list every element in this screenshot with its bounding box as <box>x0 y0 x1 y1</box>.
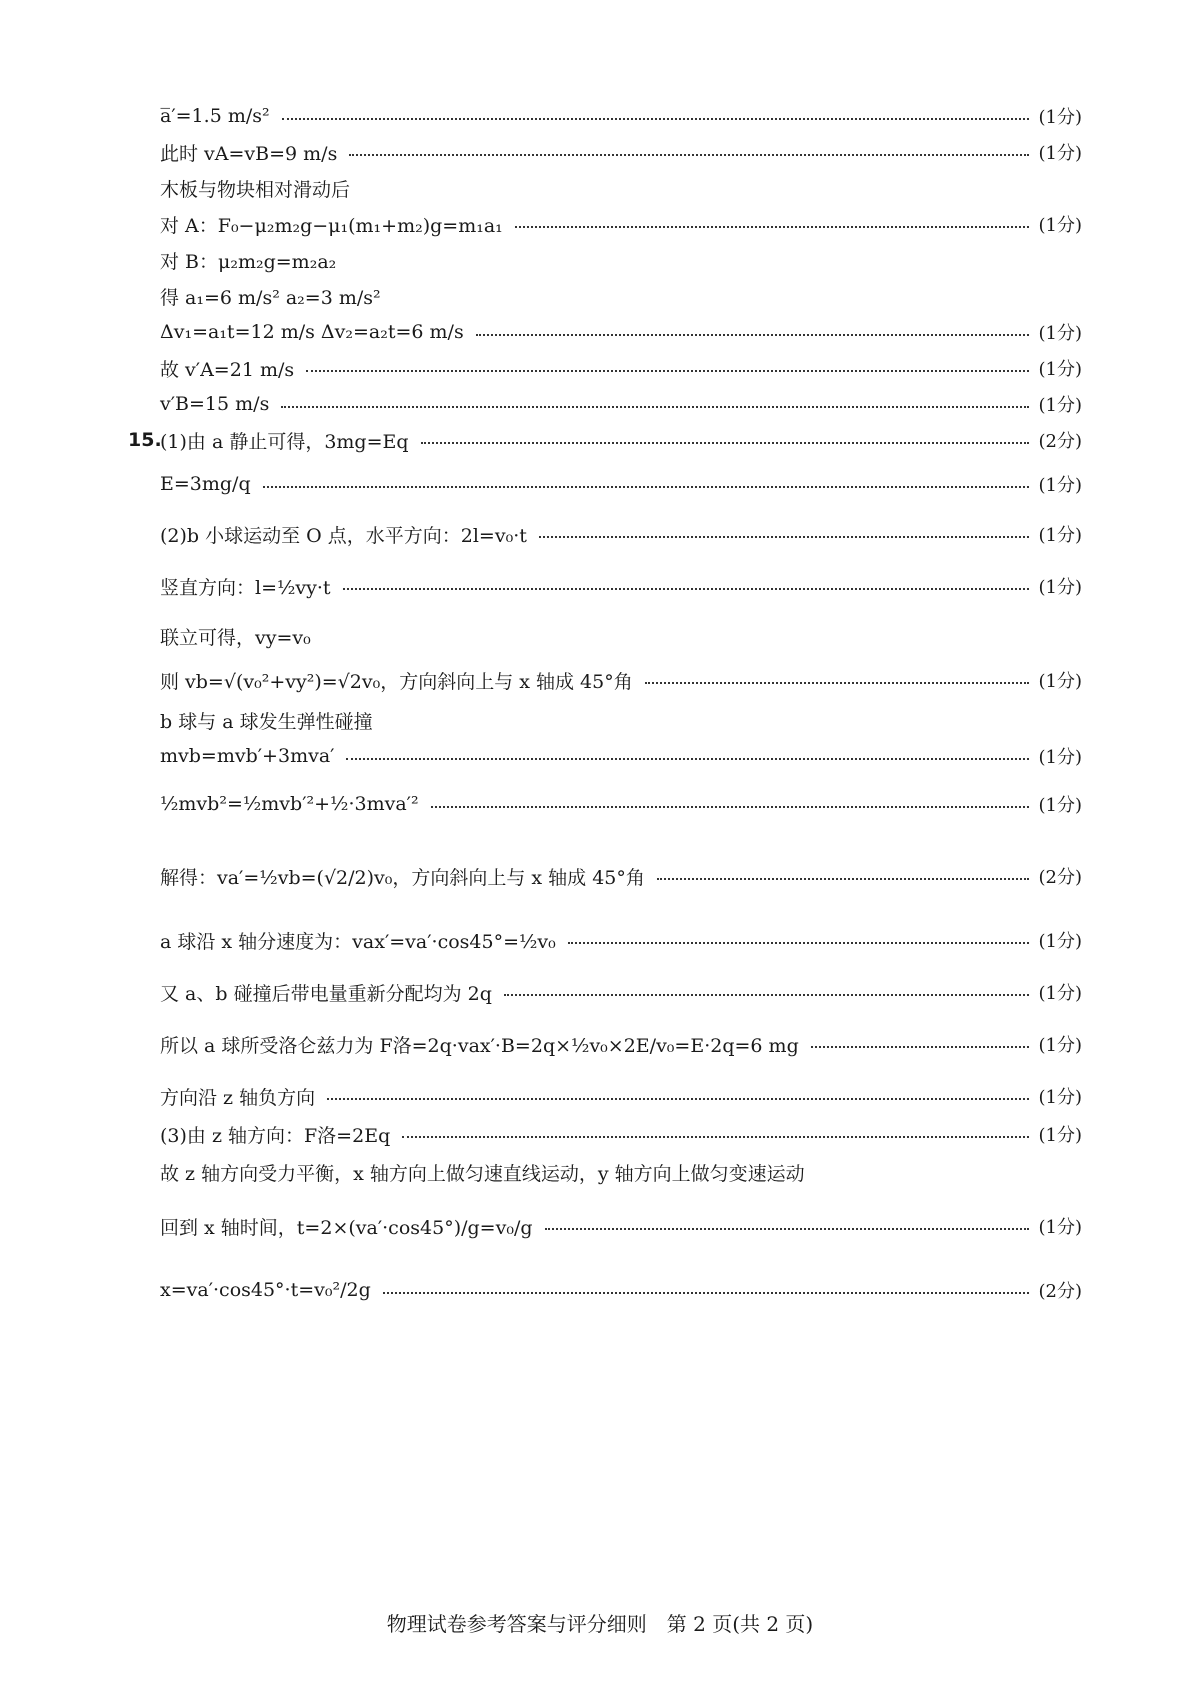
leader-dots <box>811 1046 1029 1048</box>
answer-line <box>160 464 1082 504</box>
score-label: (1分) <box>1038 1125 1082 1146</box>
leader-dots <box>539 536 1029 538</box>
answer-line <box>160 132 1082 172</box>
formula-text: (1)由 a 静止可得，3mg=Eq <box>160 430 409 453</box>
score-label: (1分) <box>1038 1087 1082 1108</box>
answer-line <box>160 1270 1082 1310</box>
answer-line <box>160 1206 1082 1246</box>
answer-line <box>160 660 1082 700</box>
answer-line <box>160 276 381 316</box>
score-label: (1分) <box>1038 671 1082 692</box>
score-label: (1分) <box>1038 143 1082 164</box>
answer-line <box>160 856 1082 896</box>
formula-text: 所以 a 球所受洛仑兹力为 F洛=2q·vax′·B=2q×½v₀×2E/v₀=E·2q=6 mg <box>160 1034 799 1057</box>
formula-text: 解得：va′=½vb=(√2/2)v₀，方向斜向上与 x 轴成 45°角 <box>160 866 645 889</box>
answer-line <box>160 1024 1082 1064</box>
question-number: 15. <box>128 429 162 451</box>
leader-dots <box>421 442 1029 444</box>
score-label: (1分) <box>1038 1217 1082 1238</box>
leader-dots <box>383 1292 1029 1294</box>
answer-line <box>128 420 1082 460</box>
formula-text: a̅′=1.5 m/s² <box>160 105 270 127</box>
formula-text: E=3mg/q <box>160 473 251 495</box>
formula-text: 对 A：F₀−μ₂m₂g−μ₁(m₁+m₂)g=m₁a₁ <box>160 214 503 237</box>
answer-line <box>160 384 1082 424</box>
score-label: (1分) <box>1038 931 1082 952</box>
formula-text: 方向沿 z 轴负方向 <box>160 1086 316 1109</box>
answer-line <box>160 920 1082 960</box>
score-label: (1分) <box>1038 525 1082 546</box>
formula-text: v′B=15 m/s <box>160 393 270 415</box>
score-label: (1分) <box>1038 395 1082 416</box>
formula-text: x=va′·cos45°·t=v₀²/2g <box>160 1279 371 1301</box>
score-label: (1分) <box>1038 983 1082 1004</box>
score-label: (2分) <box>1038 431 1082 452</box>
score-label: (1分) <box>1038 475 1082 496</box>
answer-line <box>160 312 1082 352</box>
leader-dots <box>327 1098 1028 1100</box>
leader-dots <box>657 878 1029 880</box>
answer-line <box>160 784 1082 824</box>
leader-dots <box>545 1228 1029 1230</box>
formula-text: 对 B：μ₂m₂g=m₂a₂ <box>160 250 337 273</box>
answer-line <box>160 972 1082 1012</box>
answer-line <box>160 204 1082 244</box>
leader-dots <box>568 942 1029 944</box>
formula-text: 得 a₁=6 m/s² a₂=3 m/s² <box>160 286 381 309</box>
score-label: (1分) <box>1038 577 1082 598</box>
formula-text: 又 a、b 碰撞后带电量重新分配均为 2q <box>160 982 492 1005</box>
answer-line <box>160 240 336 280</box>
leader-dots <box>645 682 1029 684</box>
leader-dots <box>343 588 1029 590</box>
score-label: (1分) <box>1038 359 1082 380</box>
leader-dots <box>349 154 1028 156</box>
answer-line <box>160 1114 1082 1154</box>
score-label: (1分) <box>1038 323 1082 344</box>
formula-text: (3)由 z 轴方向：F洛=2Eq <box>160 1124 391 1147</box>
formula-text: 竖直方向：l=½vy·t <box>160 576 331 599</box>
formula-text: ½mvb²=½mvb′²+½·3mva′² <box>160 793 419 815</box>
score-label: (1分) <box>1038 795 1082 816</box>
formula-text: mvb=mvb′+3mva′ <box>160 745 335 767</box>
answer-line <box>160 348 1082 388</box>
leader-dots <box>515 226 1029 228</box>
answer-line <box>160 96 1082 136</box>
formula-text: 故 z 轴方向受力平衡，x 轴方向上做匀速直线运动，y 轴方向上做匀变速运动 <box>160 1162 805 1185</box>
leader-dots <box>282 118 1029 120</box>
answer-line <box>160 700 373 740</box>
page-footer: 物理试卷参考答案与评分细则 第 2 页(共 2 页) <box>386 1612 814 1636</box>
formula-text: 此时 vA=vB=9 m/s <box>160 142 338 165</box>
leader-dots <box>281 406 1028 408</box>
formula-text: (2)b 小球运动至 O 点，水平方向：2l=v₀·t <box>160 524 527 547</box>
formula-text: 回到 x 轴时间，t=2×(va′·cos45°)/g=v₀/g <box>160 1216 533 1239</box>
answer-line <box>160 736 1082 776</box>
leader-dots <box>346 758 1028 760</box>
answer-line <box>160 514 1082 554</box>
leader-dots <box>431 806 1029 808</box>
formula-text: Δv₁=a₁t=12 m/s Δv₂=a₂t=6 m/s <box>160 321 464 343</box>
formula-text: 联立可得，vy=v₀ <box>160 626 311 649</box>
leader-dots <box>504 994 1029 996</box>
answer-line <box>160 1152 805 1192</box>
score-label: (1分) <box>1038 1035 1082 1056</box>
answer-line <box>160 616 311 656</box>
formula-text: a 球沿 x 轴分速度为：vax′=va′·cos45°=½v₀ <box>160 930 556 953</box>
formula-text: b 球与 a 球发生弹性碰撞 <box>160 710 373 733</box>
score-label: (2分) <box>1038 1281 1082 1302</box>
formula-text: 则 vb=√(v₀²+vy²)=√2v₀，方向斜向上与 x 轴成 45°角 <box>160 670 633 693</box>
leader-dots <box>306 370 1028 372</box>
answer-line <box>160 1076 1082 1116</box>
leader-dots <box>476 334 1029 336</box>
leader-dots <box>263 486 1029 488</box>
score-label: (2分) <box>1038 867 1082 888</box>
answer-line <box>160 168 350 208</box>
score-label: (1分) <box>1038 215 1082 236</box>
answer-line <box>160 566 1082 606</box>
formula-text: 木板与物块相对滑动后 <box>160 178 351 201</box>
score-label: (1分) <box>1038 107 1082 128</box>
formula-text: 故 v′A=21 m/s <box>160 358 295 381</box>
leader-dots <box>402 1136 1028 1138</box>
score-label: (1分) <box>1038 747 1082 768</box>
